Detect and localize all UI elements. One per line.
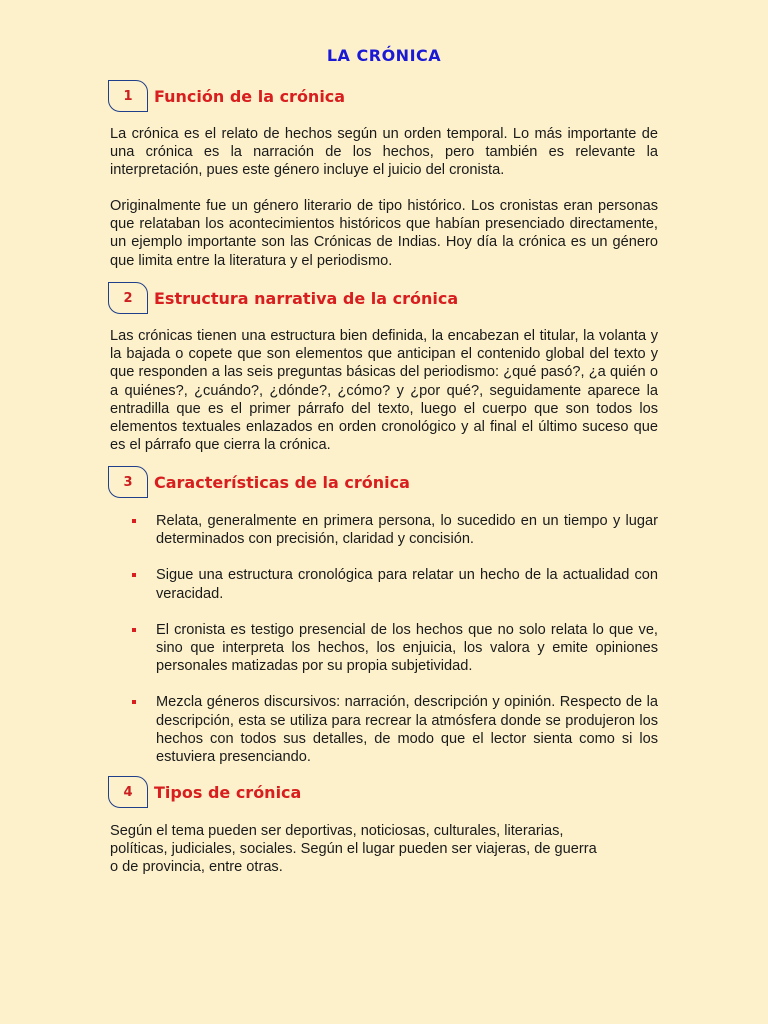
section-header-funcion (108, 79, 345, 113)
list-item (130, 512, 658, 548)
square-bullet-icon (132, 519, 136, 523)
section-header-caracteristicas (108, 465, 410, 499)
section-header-tipos (108, 775, 301, 809)
paragraph: La crónica es el relato de hechos según un orden temporal. Lo más importante de una crónica es la narración de los hechos, pero también es relevante la interpretación, pues este género incluye el juicio del cronista. (110, 126, 658, 179)
section-number-badge: 3 (108, 466, 148, 498)
list-item-text: Mezcla géneros discursivos: narración, descripción y opinión. Respecto de la descripción, esta se utiliza para recrear la atmósfera donde se produjeron los hechos con todos sus detalles, de modo que el lector sienta como si los estuviera presenciando. (156, 694, 658, 766)
list-item (130, 566, 658, 602)
paragraph: Las crónicas tienen una estructura bien definida, la encabezan el titular, la volanta y la bajada o copete que son elementos que anticipan el contenido global del texto y que responden a las seis preguntas básicas del periodismo: ¿qué pasó?, ¿a quién o a quiénes?, ¿cuándo?, ¿dónde?, ¿cómo? y ¿por qué?, seguidamente aparece la entradilla que es el primer párrafo del texto, luego el cuerpo que son todos los elementos textuales enlazados en orden cronológico y al final el último suceso que es el párrafo que cierra la crónica. (110, 328, 658, 454)
section-heading: Características de la crónica (154, 472, 410, 492)
list-item (130, 693, 658, 766)
square-bullet-icon (132, 573, 136, 577)
paragraph: Originalmente fue un género literario de tipo histórico. Los cronistas eran personas que relataban los acontecimientos históricos que habían presenciado directamente, un ejemplo importante son las Crónicas de Indias. Hoy día la crónica es un género que limita entre la literatura y el periodismo. (110, 198, 658, 269)
section-heading: Tipos de crónica (154, 782, 302, 802)
section-header-estructura (108, 281, 458, 315)
page-title: LA CRÓNICA (326, 46, 442, 65)
characteristics-list (130, 512, 658, 766)
list-item-text: El cronista es testigo presencial de los hechos que no solo relata lo que ve, sino que interpreta los hechos, los enjuicia, los valora y emite opiniones personales matizadas por su propia subjetividad. (156, 621, 658, 675)
section-heading: Estructura narrativa de la crónica (154, 288, 459, 308)
section-number-badge: 2 (108, 282, 148, 314)
list-item (130, 621, 658, 676)
section-number-badge: 1 (108, 80, 148, 112)
list-item-text: Sigue una estructura cronológica para relatar un hecho de la actualidad con veracidad. (156, 567, 658, 602)
square-bullet-icon (132, 700, 136, 704)
section-heading: Función de la crónica (154, 86, 346, 106)
section-number-badge: 4 (108, 776, 148, 808)
square-bullet-icon (132, 628, 136, 632)
paragraph: Según el tema pueden ser deportivas, noticiosas, culturales, literarias, políticas, judiciales, sociales. Según el lugar pueden ser viajeras, de guerra o de provincia, entre otras. (110, 823, 597, 876)
list-item-text: Relata, generalmente en primera persona, lo sucedido en un tiempo y lugar determinados con precisión, claridad y concisión. (156, 513, 658, 548)
